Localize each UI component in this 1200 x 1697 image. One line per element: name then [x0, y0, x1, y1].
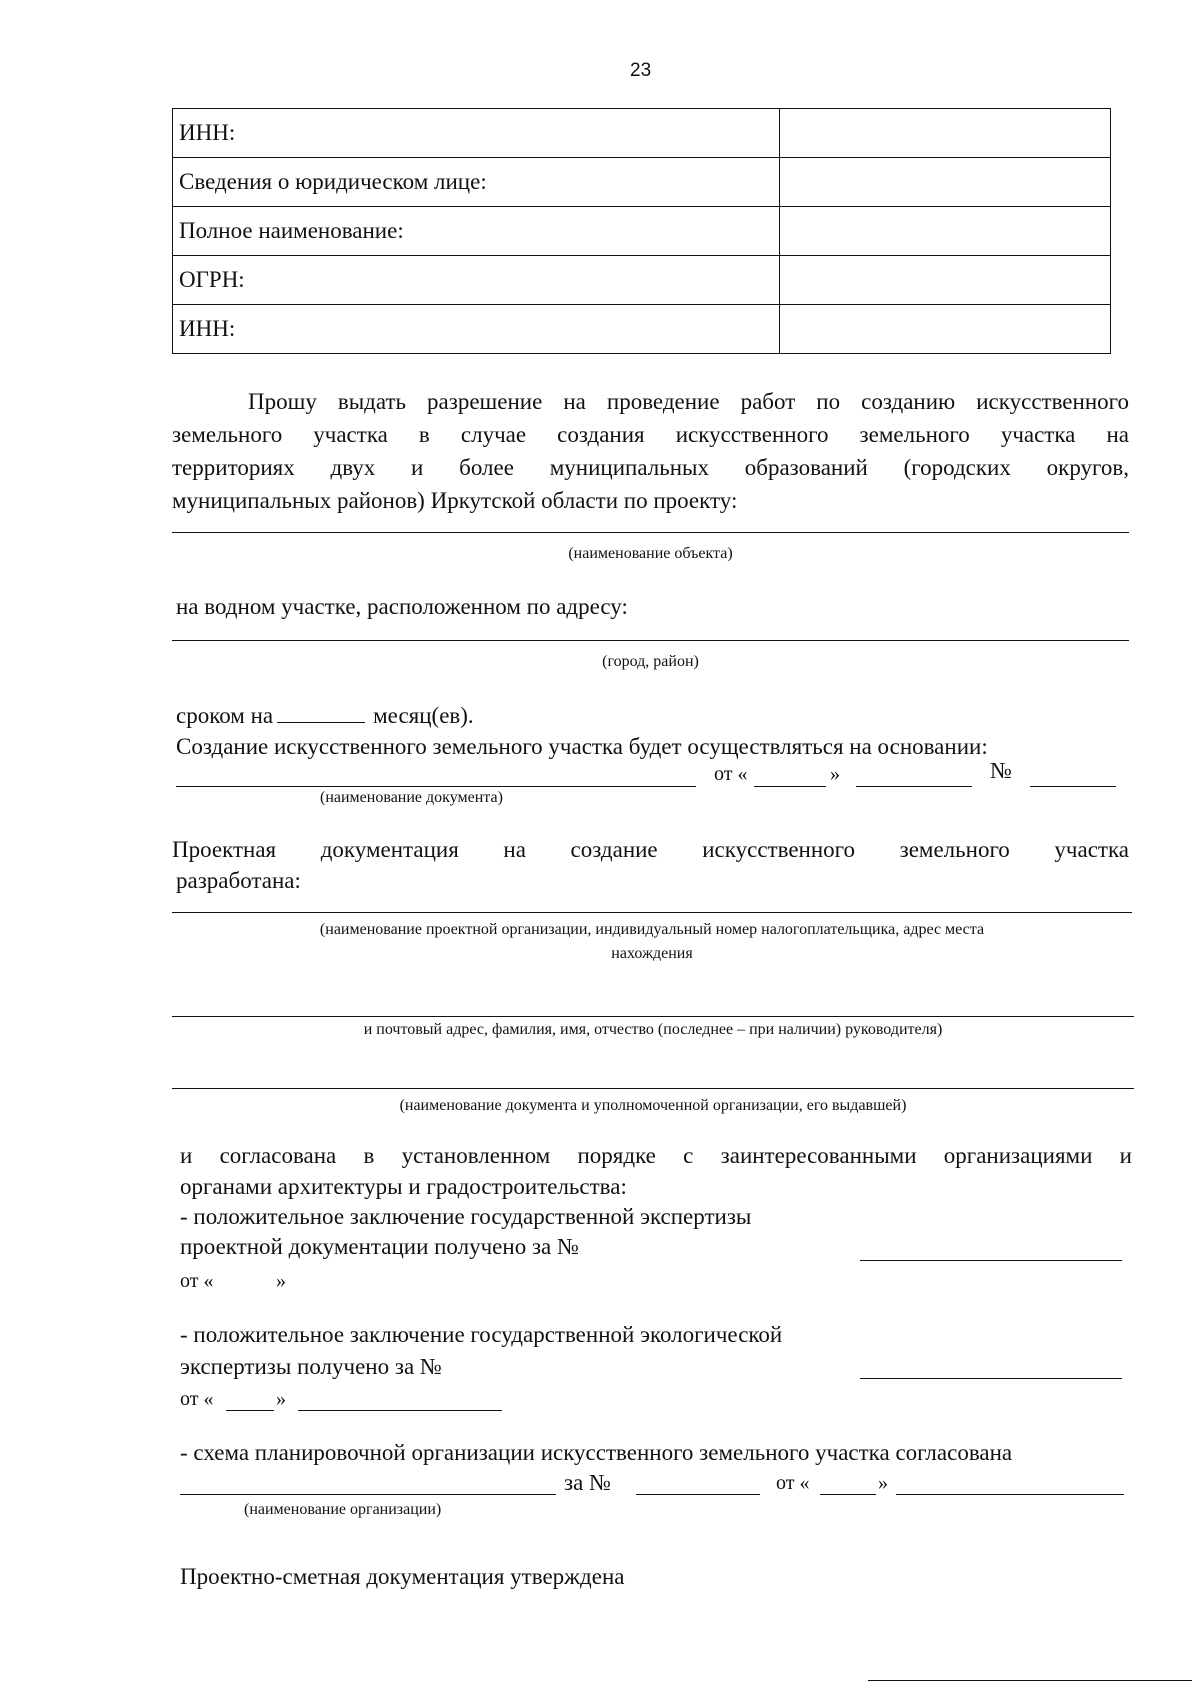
- table-label: ИНН:: [173, 109, 780, 158]
- estimate-line: Проектно-сметная документация утверждена: [180, 1564, 625, 1589]
- scheme-org-field[interactable]: [180, 1494, 556, 1495]
- footer-rule: [868, 1680, 1192, 1681]
- eco-number-field[interactable]: [860, 1378, 1122, 1379]
- eco-from-open: от «: [180, 1388, 214, 1410]
- table-row: [173, 207, 1111, 256]
- expertise-from-open: от «: [180, 1270, 214, 1292]
- authorized-doc-field[interactable]: [172, 1088, 1134, 1089]
- approval-line: и согласована в установленном порядке с заинтересованными организациями и: [180, 1143, 1132, 1168]
- table-label: Полное наименование:: [173, 207, 780, 256]
- design-org-caption: (наименование проектной организации, индивидуальный номер налогоплательщика, адрес места: [319, 921, 985, 938]
- request-line: земельного участка в случае создания искусственного земельного участка на: [172, 422, 1129, 447]
- eco-expertise-line: - положительное заключение государственной экологической: [180, 1322, 783, 1347]
- scheme-line: - схема планировочной организации искусственного земельного участка согласована: [180, 1440, 1013, 1465]
- postal-address-field[interactable]: [172, 1016, 1134, 1017]
- basis-from-close: »: [830, 763, 840, 785]
- scheme-for-label: за №: [564, 1470, 611, 1495]
- table-label: ИНН:: [173, 305, 780, 354]
- table-row: [173, 158, 1111, 207]
- table-value-cell[interactable]: [780, 305, 1111, 354]
- page-number: 23: [630, 60, 652, 81]
- basis-date-field[interactable]: [856, 786, 972, 787]
- expertise-from-close: »: [276, 1270, 286, 1292]
- design-docs-line: разработана:: [176, 868, 301, 893]
- term-row: [176, 700, 474, 731]
- postal-caption: и почтовый адрес, фамилия, имя, отчество (последнее – при наличии) руководителя): [363, 1021, 943, 1038]
- basis-number-field[interactable]: [1030, 786, 1116, 787]
- address-field[interactable]: [172, 640, 1129, 641]
- table-row: [173, 256, 1111, 305]
- term-suffix: месяц(ев).: [373, 703, 474, 728]
- city-district-caption: (город, район): [602, 653, 699, 670]
- approval-line: органами архитектуры и градостроительства:: [180, 1174, 627, 1199]
- table-row: [173, 109, 1111, 158]
- basis-day-field[interactable]: [754, 786, 826, 787]
- object-name-field[interactable]: [172, 532, 1129, 533]
- authorized-doc-caption: (наименование документа и уполномоченной организации, его выдавшей): [399, 1097, 907, 1114]
- term-prefix: сроком на: [176, 703, 274, 728]
- org-name-caption: (наименование организации): [244, 1501, 442, 1518]
- eco-date-field[interactable]: [298, 1410, 502, 1411]
- expertise-line: проектной документации получено за №: [180, 1234, 579, 1259]
- table-label: Сведения о юридическом лице:: [173, 158, 780, 207]
- scheme-day-field[interactable]: [820, 1494, 876, 1495]
- document-name-caption: (наименование документа): [320, 789, 503, 806]
- table-value-cell[interactable]: [780, 158, 1111, 207]
- basis-text: Создание искусственного земельного участка будет осуществляться на основании:: [176, 734, 988, 759]
- eco-day-field[interactable]: [226, 1410, 274, 1411]
- design-docs-line: Проектная документация на создание искусственного земельного участка: [172, 837, 1129, 862]
- basis-from-open: от «: [714, 763, 748, 785]
- design-org-caption: нахождения: [611, 945, 693, 962]
- request-line: Прошу выдать разрешение на проведение работ по созданию искусственного: [248, 389, 1129, 414]
- term-months-field[interactable]: [277, 700, 365, 723]
- scheme-date-field[interactable]: [896, 1494, 1124, 1495]
- design-org-field[interactable]: [172, 912, 1132, 913]
- request-line: территориях двух и более муниципальных образований (городских округов,: [172, 455, 1129, 480]
- request-line: муниципальных районов) Иркутской области по проекту:: [172, 488, 738, 513]
- basis-number-sign: №: [990, 758, 1012, 783]
- scheme-from-open: от «: [776, 1472, 810, 1494]
- eco-from-close: »: [276, 1388, 286, 1410]
- object-name-caption: (наименование объекта): [568, 545, 733, 562]
- eco-expertise-line: экспертизы получено за №: [180, 1354, 442, 1379]
- expertise-line: - положительное заключение государственной экспертизы: [180, 1204, 752, 1229]
- water-plot-label: на водном участке, расположенном по адресу:: [176, 594, 628, 619]
- table-value-cell[interactable]: [780, 109, 1111, 158]
- table-value-cell[interactable]: [780, 256, 1111, 305]
- basis-document-field[interactable]: [176, 786, 696, 787]
- table-row: [173, 305, 1111, 354]
- table-value-cell[interactable]: [780, 207, 1111, 256]
- scheme-number-field[interactable]: [636, 1494, 760, 1495]
- scheme-from-close: »: [878, 1472, 888, 1494]
- expertise-number-field[interactable]: [860, 1260, 1122, 1261]
- table-label: ОГРН:: [173, 256, 780, 305]
- applicant-info-table: [172, 108, 1111, 354]
